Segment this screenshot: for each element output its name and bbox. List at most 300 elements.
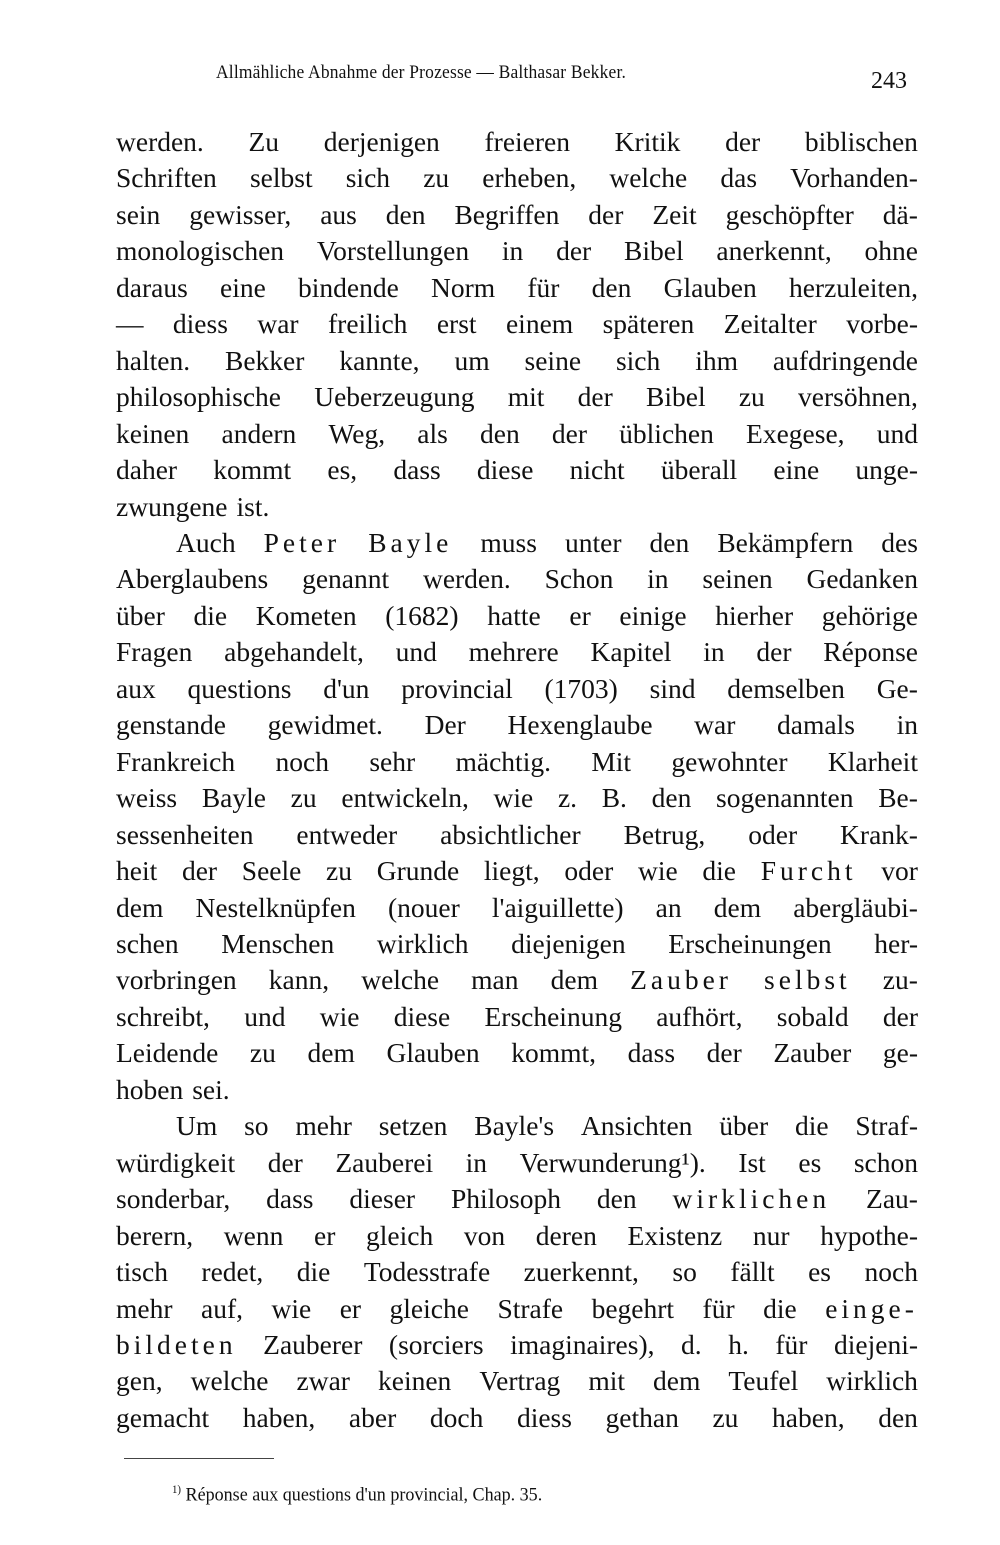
word: Zu xyxy=(248,126,280,157)
word: (sorciers xyxy=(388,1328,484,1360)
word: den xyxy=(878,1401,918,1433)
spaced-emphasis-word: Zauber xyxy=(630,964,732,996)
text-line xyxy=(116,1327,918,1363)
spaced-emphasis-word: wirklichen xyxy=(672,1183,831,1215)
word: gewohnter xyxy=(671,745,788,777)
word: z. xyxy=(557,782,578,814)
word: absichtlicher xyxy=(440,818,581,850)
word: Teufel xyxy=(728,1365,799,1397)
word: diess xyxy=(516,1401,572,1433)
word: Zauberer xyxy=(263,1328,363,1360)
text-line xyxy=(116,890,918,926)
word: mit xyxy=(588,1365,625,1397)
word: der xyxy=(181,855,218,887)
word: tisch xyxy=(116,1256,168,1288)
word: der xyxy=(577,381,613,413)
word: er xyxy=(314,1219,336,1251)
word: den xyxy=(591,271,632,303)
word: — xyxy=(116,308,144,340)
text-line xyxy=(116,452,918,488)
word: her- xyxy=(874,927,918,959)
text-line xyxy=(116,343,918,379)
word: der xyxy=(588,198,624,230)
word: anerkennt, xyxy=(716,235,832,267)
word: Hexenglaube xyxy=(507,709,653,741)
word: die xyxy=(193,599,228,631)
word: erst xyxy=(436,308,477,340)
word: als xyxy=(417,417,448,449)
word: und xyxy=(244,1000,286,1032)
word: noch xyxy=(275,745,329,777)
word: sich xyxy=(615,344,661,376)
word: in xyxy=(896,709,918,741)
word: haben, xyxy=(772,1401,845,1433)
word: dä- xyxy=(882,198,918,230)
word: Grunde xyxy=(376,855,460,887)
word: Kritik xyxy=(614,126,681,157)
word: dem xyxy=(653,1365,701,1397)
word: zuerkennt, xyxy=(523,1256,639,1288)
word: Ge- xyxy=(876,672,918,704)
word: so xyxy=(244,1110,269,1142)
word: war xyxy=(257,308,299,340)
word: zu xyxy=(738,381,765,413)
text-line xyxy=(116,1254,918,1290)
word: schreibt, xyxy=(116,1000,210,1032)
word: Zeit xyxy=(652,198,697,230)
word: sobald xyxy=(776,1000,849,1032)
word: mehrere xyxy=(468,636,559,668)
word: Begriffen xyxy=(454,198,560,230)
word: Zauber xyxy=(773,1037,852,1069)
text-line xyxy=(116,124,918,160)
word: Mit xyxy=(591,745,632,777)
word: gewisser, xyxy=(189,198,292,230)
spaced-emphasis-word: einge- xyxy=(825,1292,918,1324)
word: gewidmet. xyxy=(267,709,383,741)
word: über xyxy=(719,1110,769,1142)
word: biblischen xyxy=(804,126,918,157)
text-line xyxy=(116,1072,918,1108)
text-line xyxy=(116,1035,918,1071)
paragraph xyxy=(116,124,918,525)
text-line xyxy=(116,780,918,816)
text-line xyxy=(116,999,918,1035)
word: sind xyxy=(649,672,696,704)
word: entweder xyxy=(296,818,398,850)
word: Seele xyxy=(241,855,302,887)
word: der xyxy=(882,1000,918,1032)
word: in xyxy=(501,235,524,267)
word: welche xyxy=(609,162,688,194)
text-line xyxy=(116,707,918,743)
word: imaginaires), xyxy=(510,1328,655,1360)
word: haben, xyxy=(242,1401,316,1433)
footnote-divider xyxy=(124,1458,274,1459)
word: für xyxy=(775,1328,808,1360)
text-line xyxy=(116,379,918,415)
word: provincial xyxy=(401,672,513,704)
word: Bibel xyxy=(624,235,684,267)
word: Betrug, xyxy=(623,818,706,850)
word: demselben xyxy=(727,672,845,704)
text-line xyxy=(116,197,918,233)
word: questions xyxy=(187,672,292,704)
word: Leidende xyxy=(116,1037,219,1069)
word: bindende xyxy=(298,271,399,303)
word: d'un xyxy=(323,672,370,704)
word: halten. xyxy=(116,344,191,376)
word: den xyxy=(479,417,520,449)
word: Zauberei xyxy=(335,1146,434,1178)
spaced-emphasis-word: bildeten xyxy=(116,1328,237,1360)
word: aber xyxy=(348,1401,397,1433)
word: gleich xyxy=(366,1219,434,1251)
word: hierher xyxy=(715,599,794,631)
word: begehrt xyxy=(591,1292,675,1324)
footnote-marker: 1) xyxy=(172,1484,182,1496)
word: einem xyxy=(505,308,574,340)
word: es xyxy=(808,1256,832,1288)
word: Weg, xyxy=(328,417,386,449)
paragraph xyxy=(116,1108,918,1436)
footnote xyxy=(172,1484,542,1506)
word: werden. xyxy=(422,563,511,595)
word: mehr xyxy=(116,1292,173,1324)
word: gehörige xyxy=(821,599,918,631)
word: gen, xyxy=(116,1365,163,1397)
text-line xyxy=(116,561,918,597)
text-line xyxy=(116,926,918,962)
word: Todesstrafe xyxy=(363,1256,491,1288)
word: abergläubi- xyxy=(793,891,918,923)
word: dem xyxy=(550,964,598,996)
word: derjenigen xyxy=(323,126,440,157)
word: seine xyxy=(524,344,582,376)
word: Krank- xyxy=(840,818,918,850)
word: gleiche xyxy=(389,1292,469,1324)
word: Menschen xyxy=(221,927,335,959)
word: Bekämpfern xyxy=(717,526,854,558)
word: oder xyxy=(748,818,798,850)
word: wie xyxy=(271,1292,312,1324)
word: den xyxy=(385,198,426,230)
word: Aberglaubens xyxy=(116,563,269,595)
word: hypothe- xyxy=(820,1219,918,1251)
word: andern xyxy=(221,417,297,449)
word: das xyxy=(720,162,758,194)
word: üblichen xyxy=(619,417,714,449)
word: genannt xyxy=(302,563,390,595)
word: unge- xyxy=(855,454,918,486)
word: Existenz xyxy=(627,1219,723,1251)
word: diejenigen xyxy=(511,927,626,959)
spaced-emphasis-word: Bayle xyxy=(368,526,453,558)
word: Vorhanden- xyxy=(790,162,918,194)
word: späteren xyxy=(602,308,695,340)
text-line xyxy=(116,1145,918,1181)
word: Philosoph xyxy=(450,1183,561,1215)
word: heit xyxy=(116,855,158,887)
word: oder xyxy=(564,855,614,887)
word: ohne xyxy=(864,235,918,267)
word: berern, xyxy=(116,1219,194,1251)
word: er xyxy=(339,1292,362,1324)
word: ge- xyxy=(882,1037,918,1069)
word: mit xyxy=(507,381,545,413)
word: welche xyxy=(190,1365,269,1397)
word: wirklich xyxy=(826,1365,918,1397)
word: hatte xyxy=(487,599,541,631)
word: abgehandelt, xyxy=(224,636,364,668)
body-text xyxy=(116,124,918,1436)
spaced-emphasis-word: Furcht xyxy=(760,855,857,887)
word: selbst xyxy=(249,162,313,194)
word: dem xyxy=(307,1037,355,1069)
word: vor xyxy=(881,855,918,887)
word: Bibel xyxy=(646,381,706,413)
word: Kapitel xyxy=(590,636,672,668)
word: setzen xyxy=(378,1110,448,1142)
word: es xyxy=(798,1146,822,1178)
word: in xyxy=(465,1146,488,1178)
word: Bayle's xyxy=(474,1110,555,1142)
word: kann, xyxy=(268,964,330,996)
word: deren xyxy=(535,1219,597,1251)
text-line xyxy=(116,598,918,634)
word: dass xyxy=(627,1037,676,1069)
word: der xyxy=(706,1037,742,1069)
word: l'aiguillette) xyxy=(491,891,624,923)
word: Ist xyxy=(738,1146,766,1178)
word: keinen xyxy=(378,1365,452,1397)
word: zu xyxy=(326,855,353,887)
word: nur xyxy=(752,1219,790,1251)
word: Bayle xyxy=(201,782,266,814)
spaced-emphasis-word: Peter xyxy=(263,526,341,558)
word: weiss xyxy=(116,782,178,814)
word: Zau- xyxy=(866,1183,918,1215)
word: noch xyxy=(864,1256,918,1288)
word: Schon xyxy=(544,563,614,595)
word: daher xyxy=(116,454,178,486)
word: Erscheinungen xyxy=(668,927,832,959)
word: für xyxy=(527,271,560,303)
word: fällt xyxy=(730,1256,775,1288)
text-line xyxy=(116,1291,918,1327)
word: wirklich xyxy=(376,927,469,959)
word: von xyxy=(463,1219,506,1251)
word: Bekker xyxy=(225,344,305,376)
word: sein xyxy=(116,198,161,230)
text-line xyxy=(116,1218,918,1254)
text-line xyxy=(116,817,918,853)
text-line xyxy=(116,1363,918,1399)
word: der xyxy=(556,235,592,267)
word: Schriften xyxy=(116,162,217,194)
word: sonderbar, xyxy=(116,1183,231,1215)
word: in xyxy=(647,563,669,595)
word: d. xyxy=(681,1328,702,1360)
word: schon xyxy=(853,1146,918,1178)
word: sessenheiten xyxy=(116,818,254,850)
word: Vertrag xyxy=(479,1365,561,1397)
word: kommt, xyxy=(511,1037,597,1069)
word: ist. xyxy=(236,490,270,522)
word: doch xyxy=(429,1401,484,1433)
word: die xyxy=(794,1110,829,1142)
word: (1703) xyxy=(544,672,618,704)
footnote-text: Réponse aux questions d'un provincial, Chap. 35. xyxy=(185,1484,543,1506)
word: so xyxy=(672,1256,697,1288)
word: Ueberzeugung xyxy=(314,381,475,413)
word: B. xyxy=(601,782,627,814)
word: der xyxy=(725,126,761,157)
word: Gedanken xyxy=(806,563,918,595)
word: Glauben xyxy=(663,271,757,303)
word: Nestelknüpfen xyxy=(195,891,356,923)
word: zu xyxy=(712,1401,739,1433)
text-line xyxy=(116,1400,918,1436)
word: zu- xyxy=(882,964,918,996)
word: dem xyxy=(116,891,164,923)
text-line xyxy=(116,671,918,707)
word: der xyxy=(551,417,587,449)
word: Be- xyxy=(878,782,918,814)
word: Fragen xyxy=(116,636,193,668)
word: und xyxy=(876,417,918,449)
word: Exegese, xyxy=(746,417,845,449)
word: monologischen xyxy=(116,235,285,267)
word: den xyxy=(649,526,690,558)
word: an xyxy=(655,891,682,923)
word: kannte, xyxy=(339,344,420,376)
word: sei. xyxy=(192,1073,230,1105)
word: dieser xyxy=(349,1183,416,1215)
word: zu xyxy=(290,782,317,814)
word: wie xyxy=(637,855,678,887)
word: Frankreich xyxy=(116,745,236,777)
word: entwickeln, xyxy=(341,782,469,814)
text-line xyxy=(116,744,918,780)
word: Auch xyxy=(176,526,236,558)
text-line xyxy=(116,1181,918,1217)
word: zwar xyxy=(296,1365,350,1397)
word: welche xyxy=(361,964,440,996)
word: Glauben xyxy=(386,1037,480,1069)
word: vorbringen xyxy=(116,964,237,996)
word: mächtig. xyxy=(455,745,551,777)
word: liegt, xyxy=(483,855,540,887)
word: Vorstellungen xyxy=(316,235,470,267)
word: herzuleiten, xyxy=(788,271,918,303)
word: aux xyxy=(116,672,156,704)
word: Strafe xyxy=(497,1292,564,1324)
text-line xyxy=(116,962,918,998)
text-line xyxy=(116,489,918,525)
word: überall xyxy=(660,454,738,486)
word: auf, xyxy=(201,1292,243,1324)
word: diess xyxy=(172,308,228,340)
word: nicht xyxy=(569,454,625,486)
word: mehr xyxy=(295,1110,352,1142)
word: es, xyxy=(327,454,358,486)
word: freilich xyxy=(328,308,408,340)
word: erheben, xyxy=(482,162,577,194)
word: schen xyxy=(116,927,179,959)
word: dass xyxy=(393,454,441,486)
page-number: 243 xyxy=(871,68,907,94)
text-line xyxy=(116,160,918,196)
word: die xyxy=(702,855,736,887)
word: Zeitalter xyxy=(723,308,817,340)
word: war xyxy=(694,709,736,741)
word: Kometen xyxy=(255,599,357,631)
word: (1682) xyxy=(385,599,459,631)
word: Norm xyxy=(431,271,496,303)
word: geschöpfter xyxy=(725,198,854,230)
word: gemacht xyxy=(116,1401,210,1433)
word: dass xyxy=(266,1183,314,1215)
text-line xyxy=(116,525,918,561)
word: unter xyxy=(564,526,622,558)
word: zu xyxy=(249,1037,276,1069)
word: wie xyxy=(493,782,534,814)
word: eine xyxy=(773,454,820,486)
word: man xyxy=(471,964,519,996)
word: werden. xyxy=(116,126,204,157)
word: vorbe- xyxy=(846,308,918,340)
word: keinen xyxy=(116,417,190,449)
word: freieren xyxy=(484,126,570,157)
word: diese xyxy=(393,1000,451,1032)
word: h. xyxy=(728,1328,749,1360)
word: seinen xyxy=(702,563,773,595)
word: die xyxy=(763,1292,797,1324)
word: um xyxy=(454,344,490,376)
word: würdigkeit xyxy=(116,1146,236,1178)
word: und xyxy=(395,636,437,668)
word: (nouer xyxy=(387,891,460,923)
word: muss xyxy=(480,526,537,558)
word: dem xyxy=(713,891,762,923)
word: über xyxy=(116,599,165,631)
word: Verwunderung¹). xyxy=(519,1146,706,1178)
word: ihm xyxy=(695,344,738,376)
text-line xyxy=(116,233,918,269)
text-line xyxy=(116,853,918,889)
word: aufhört, xyxy=(656,1000,743,1032)
text-line xyxy=(116,1108,918,1144)
spaced-emphasis-word: selbst xyxy=(764,964,851,996)
word: kommt xyxy=(213,454,292,486)
word: Réponse xyxy=(823,636,918,668)
word: diese xyxy=(476,454,534,486)
word: Klarheit xyxy=(827,745,918,777)
word: gethan xyxy=(605,1401,679,1433)
word: in xyxy=(703,636,725,668)
word: Der xyxy=(424,709,466,741)
text-line xyxy=(116,634,918,670)
word: Erscheinung xyxy=(484,1000,622,1032)
text-line xyxy=(116,306,918,342)
word: aufdringende xyxy=(772,344,918,376)
word: den xyxy=(651,782,692,814)
word: sogenannten xyxy=(716,782,854,814)
word: den xyxy=(596,1183,637,1215)
word: eine xyxy=(219,271,266,303)
word: der xyxy=(756,636,792,668)
